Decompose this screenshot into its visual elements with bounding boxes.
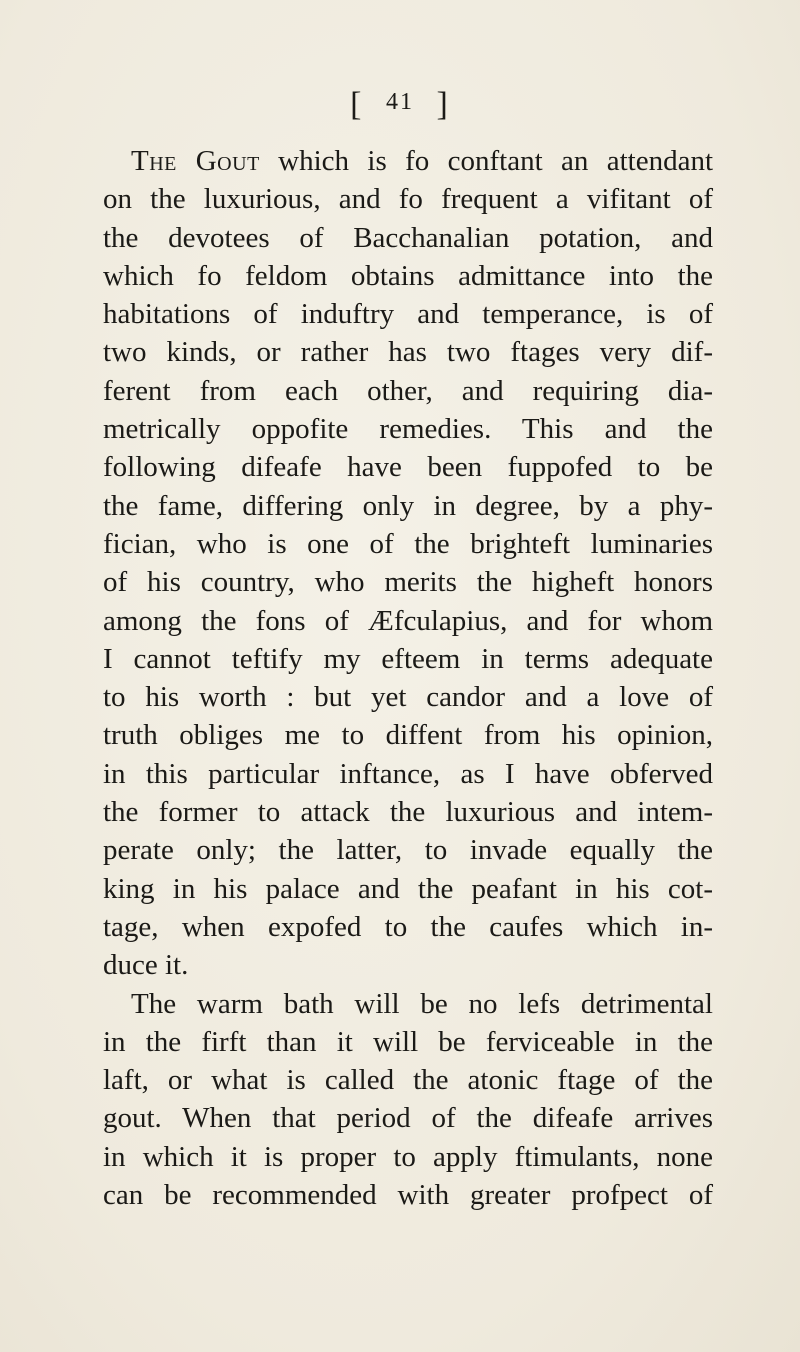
text-line: laft, or what is called the atonic ftage of the xyxy=(103,1064,713,1097)
text-line: fician, who is one of the brighteft luminaries xyxy=(103,527,713,560)
close-bracket: ] xyxy=(436,86,450,123)
text-line: king in his palace and the peafant in his cot- xyxy=(103,872,713,905)
page-number: 41 xyxy=(386,89,414,115)
text-line: the devotees of Bacchanalian potation, and xyxy=(103,221,713,254)
text-line: of his country, who merits the higheft honors xyxy=(103,566,713,599)
text-line: among the fons of Æfculapius, and for whom xyxy=(103,604,713,637)
text-line: following difeafe have been fuppofed to be xyxy=(103,451,713,484)
text-line: ferent from each other, and requiring dia- xyxy=(103,374,713,407)
text-line: two kinds, or rather has two ftages very dif- xyxy=(103,336,713,369)
text-line: which fo feldom obtains admittance into the xyxy=(103,259,713,292)
text-line: habitations of induftry and temperance, is of xyxy=(103,298,713,331)
text-line: in this particular inftance, as I have obferved xyxy=(103,757,713,790)
text-line: truth obliges me to diffent from his opinion, xyxy=(103,719,713,752)
text-line: The warm bath will be no lefs detrimental xyxy=(131,987,713,1020)
text-line: gout. When that period of the difeafe arrives xyxy=(103,1102,713,1135)
text-line: can be recommended with greater profpect of xyxy=(103,1179,713,1212)
body-text xyxy=(103,142,713,1214)
open-bracket: [ xyxy=(350,86,364,123)
text-line: metrically oppofite remedies. This and the xyxy=(103,413,713,446)
text-line: duce it. xyxy=(103,949,189,982)
text-line: perate only; the latter, to invade equally the xyxy=(103,834,713,867)
text-line: in which it is proper to apply ftimulants, none xyxy=(103,1140,713,1173)
text-line: I cannot teftify my efteem in terms adequate xyxy=(103,642,713,675)
text-line: the fame, differing only in degree, by a phy- xyxy=(103,489,713,522)
lead-small-caps: The Gout xyxy=(131,145,260,177)
text-line: in the firft than it will be ferviceable in the xyxy=(103,1025,713,1058)
text-line: to his worth : but yet candor and a love of xyxy=(103,681,713,714)
text-line: the former to attack the luxurious and intem- xyxy=(103,796,713,829)
page-number-header xyxy=(0,86,800,124)
text-line: The Gout which is fo conftant an attendant xyxy=(131,145,714,177)
text-line: tage, when expofed to the caufes which in- xyxy=(103,910,713,943)
text-line: on the luxurious, and fo frequent a vifitant of xyxy=(103,183,713,216)
